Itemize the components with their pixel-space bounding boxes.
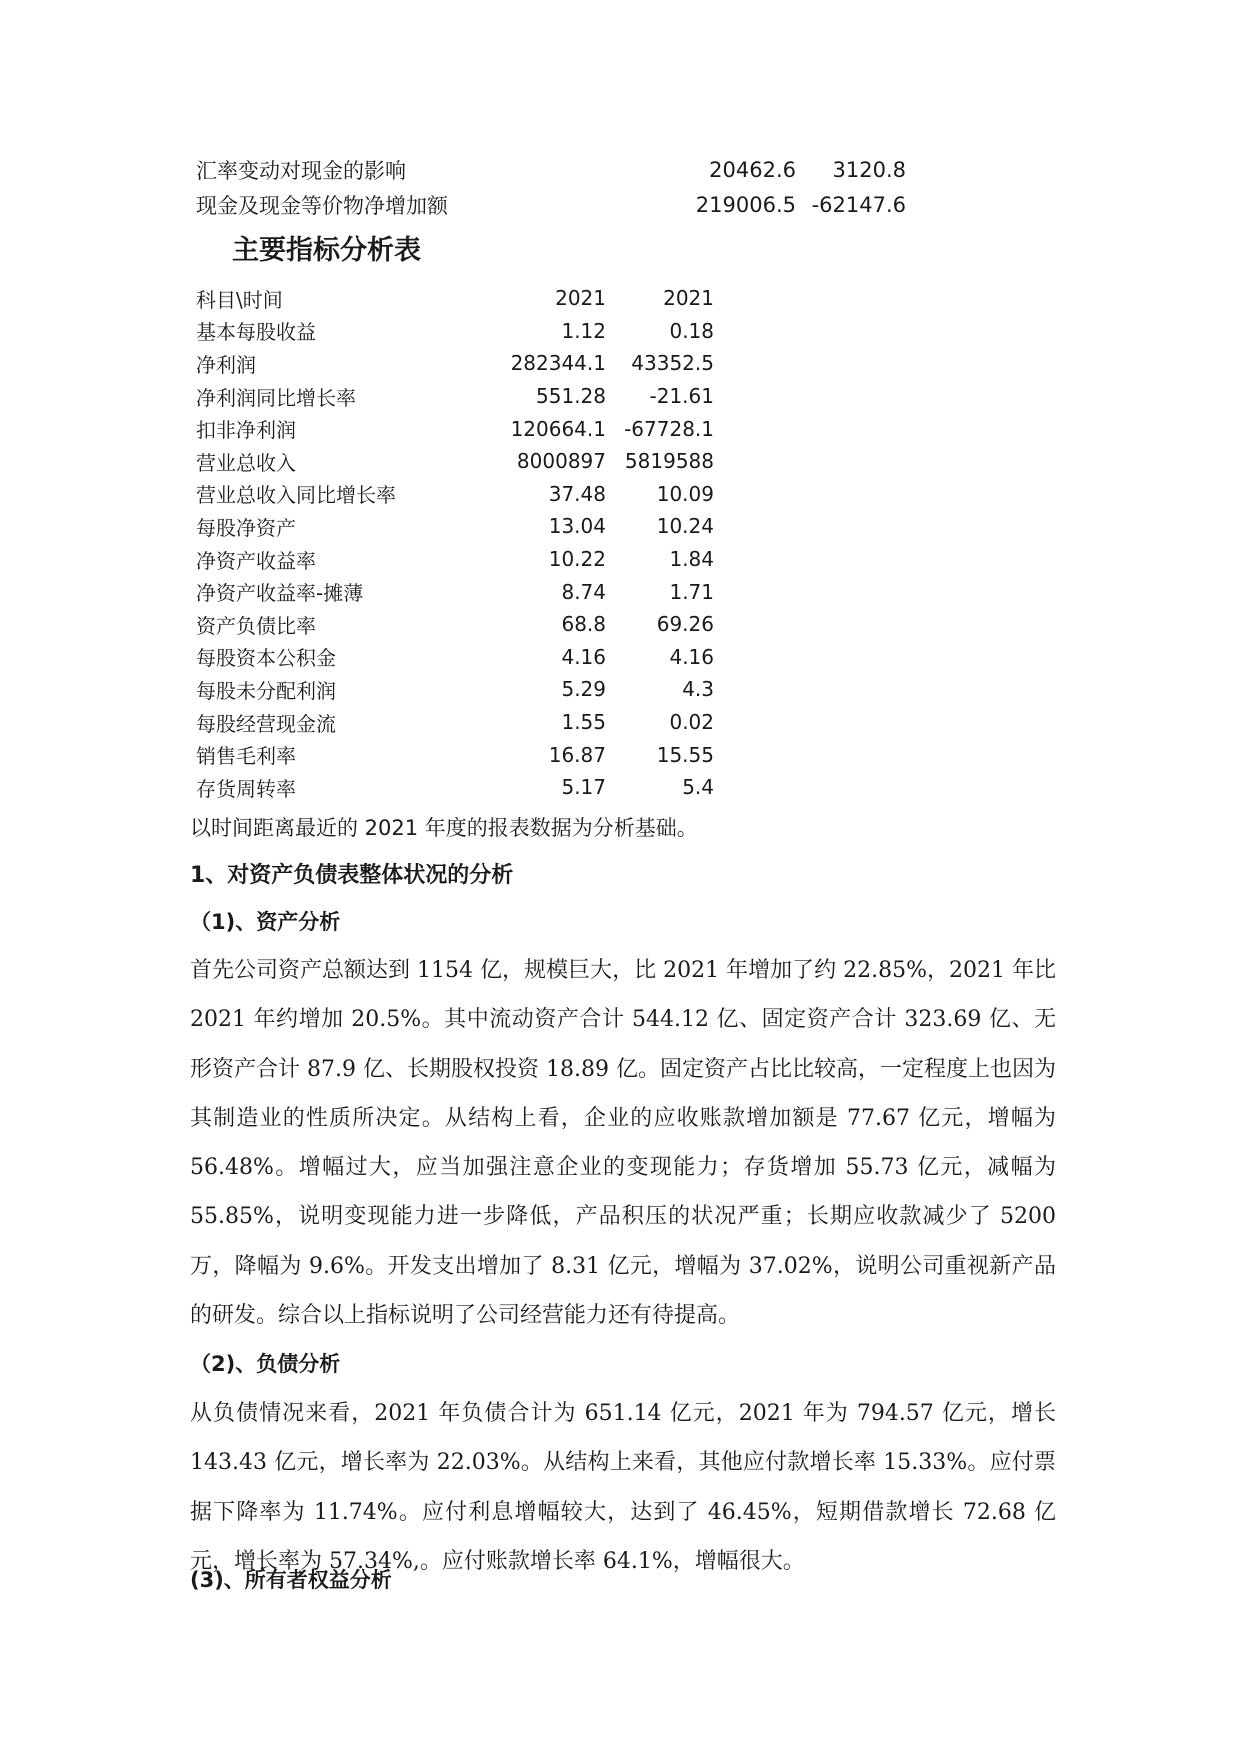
row-value-2: 15.55 — [656, 742, 714, 767]
table-row — [196, 380, 714, 413]
table-row — [196, 187, 906, 222]
row-value-1: 219006.5 — [695, 192, 796, 217]
table-row — [196, 445, 714, 478]
table-row — [196, 315, 714, 348]
row-label: 扣非净利润 — [196, 418, 296, 443]
row-label: 每股净资产 — [196, 515, 296, 540]
row-value-2: 43352.5 — [631, 351, 714, 376]
header-year-2: 2021 — [663, 286, 714, 311]
table-row — [196, 575, 714, 608]
liabilities-paragraph: 从负债情况来看，2021 年负债合计为 651.14 亿元，2021 年为 794.57 亿元，增长 143.43 亿元，增长率为 22.03%。从结构上来看，其他应付款增长率 15.33%。应付票据下降率为 11.74%。应付利息增幅较大，达到了 46.45%，短期借款增长 72.68 亿元，增长率为 57.34%,。应付账款增长率 64.1%，增幅很大。 — [190, 1401, 1056, 1574]
row-value-2: -21.61 — [649, 384, 714, 409]
table-row — [196, 510, 714, 543]
row-label: 每股资本公积金 — [196, 646, 336, 671]
row-value-2: 5819588 — [624, 449, 714, 474]
row-value-2: 3120.8 — [832, 157, 906, 182]
row-value-1: 68.8 — [561, 612, 606, 637]
table-row — [196, 478, 714, 511]
table-header-row — [196, 282, 714, 315]
row-label: 净利润 — [196, 352, 256, 377]
row-value-2: 4.3 — [682, 677, 714, 702]
header-label: 科目\时间 — [196, 287, 283, 312]
row-label: 净资产收益率 — [196, 548, 316, 573]
section-heading: 1、对资产负债表整体状况的分析 — [190, 863, 514, 888]
row-label: 营业总收入同比增长率 — [196, 483, 396, 508]
row-value-2: 10.24 — [656, 514, 714, 539]
row-label: 净利润同比增长率 — [196, 385, 356, 410]
table-row — [196, 673, 714, 706]
table-row — [196, 543, 714, 576]
row-label: 每股经营现金流 — [196, 711, 336, 736]
row-value-2: 69.26 — [656, 612, 714, 637]
row-value-2: -67728.1 — [624, 416, 714, 441]
subsection-heading-liabilities: （2)、负债分析 — [190, 1352, 341, 1376]
intro-text: 以时间距离最近的 2021 年度的报表数据为分析基础。 — [190, 816, 698, 840]
row-value-1: 8000897 — [516, 449, 606, 474]
row-value-1: 282344.1 — [510, 351, 606, 376]
row-label: 现金及现金等价物净增加额 — [196, 193, 448, 218]
subsection-heading-assets: （1)、资产分析 — [190, 910, 341, 934]
row-label: 资产负债比率 — [196, 613, 316, 638]
row-value-2: 5.4 — [682, 775, 714, 800]
row-value-2: 1.71 — [669, 579, 714, 604]
table-row — [196, 347, 714, 380]
assets-paragraph: 首先公司资产总额达到 1154 亿，规模巨大，比 2021 年增加了约 22.85%，2021 年比 2021 年约增加 20.5%。其中流动资产合计 544.12 亿、固定资产合计 323.69 亿、无形资产合计 87.9 亿、长期股权投资 18.89 亿。固定资产占比比较高，一定程度上也因为其制造业的性质所决定。从结构上看，企业的应收账款增加额是 77.67 亿元，增幅为 56.48%。增幅过大，应当加强注意企业的变现能力；存货增加 55.73 亿元，减幅为 55.85%，说明变现能力进一步降低，产品积压的状况严重；长期应收款减少了 5200 万，降幅为 9.6%。开发支出增加了 8.31 亿元，增幅为 37.02%，说明公司重视新产品的研发。综合以上指标说明了公司经营能力还有待提高。 — [190, 958, 1056, 1329]
table-row — [196, 641, 714, 674]
subsection-heading-equity: (3)、所有者权益分析 — [190, 1568, 392, 1592]
row-label: 基本每股收益 — [196, 320, 316, 345]
row-label: 净资产收益率-摊薄 — [196, 581, 364, 606]
row-label: 销售毛利率 — [196, 744, 296, 769]
header-year-1: 2021 — [555, 286, 606, 311]
cashflow-table — [196, 152, 906, 222]
table-row — [196, 738, 714, 771]
row-value-2: 1.84 — [669, 547, 714, 572]
row-value-1: 120664.1 — [510, 416, 606, 441]
row-value-1: 5.29 — [561, 677, 606, 702]
row-value-1: 37.48 — [548, 481, 606, 506]
table-row — [196, 706, 714, 739]
row-label: 营业总收入 — [196, 450, 296, 475]
row-value-1: 13.04 — [548, 514, 606, 539]
row-value-2: 0.18 — [669, 318, 714, 343]
row-value-1: 4.16 — [561, 644, 606, 669]
row-label: 存货周转率 — [196, 776, 296, 801]
row-value-1: 5.17 — [561, 775, 606, 800]
row-label: 汇率变动对现金的影响 — [196, 158, 406, 183]
row-value-1: 20462.6 — [709, 157, 796, 182]
row-value-2: 10.09 — [656, 481, 714, 506]
table-row — [196, 152, 906, 187]
table-row — [196, 608, 714, 641]
table-row — [196, 412, 714, 445]
table-row — [196, 771, 714, 804]
row-value-1: 10.22 — [548, 547, 606, 572]
row-value-1: 1.55 — [561, 710, 606, 735]
row-value-1: 551.28 — [536, 384, 606, 409]
row-value-1: 8.74 — [561, 579, 606, 604]
row-value-1: 16.87 — [548, 742, 606, 767]
row-value-2: -62147.6 — [811, 192, 906, 217]
row-label: 每股未分配利润 — [196, 678, 336, 703]
table-title: 主要指标分析表 — [232, 235, 421, 266]
row-value-2: 0.02 — [669, 710, 714, 735]
row-value-1: 1.12 — [561, 318, 606, 343]
indicator-table — [196, 282, 714, 804]
row-value-2: 4.16 — [669, 644, 714, 669]
